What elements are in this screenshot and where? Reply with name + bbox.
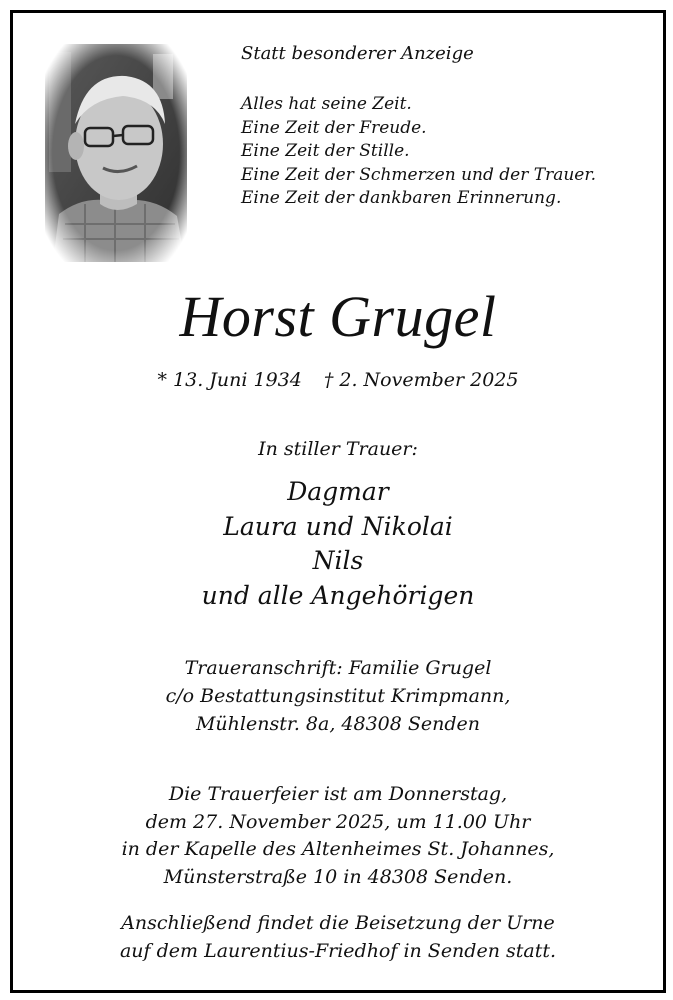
ceremony-line: dem 27. November 2025, um 11.00 Uhr [145,810,531,833]
poem-line: Eine Zeit der Freude. [241,117,427,138]
mourner: Laura und Nikolai [223,511,453,541]
life-dates [13,369,663,391]
address-line: c/o Bestattungsinstitut Krimpmann, [165,685,511,707]
header-text: Statt besonderer Anzeige [241,43,474,64]
mourners-list [13,475,663,613]
poem-line: Eine Zeit der dankbaren Erinnerung. [241,188,562,208]
intro-block [241,41,596,211]
burial-info [13,910,663,965]
address-line: Mühlenstr. 8a, 48308 Senden [195,713,481,735]
mourner: Nils [312,546,364,575]
poem [241,93,596,211]
ceremony-line: Münsterstraße 10 in 48308 Senden. [163,865,513,888]
obituary-frame [10,10,666,993]
poem-line: Eine Zeit der Schmerzen und der Trauer. [241,164,596,185]
poem-line: Alles hat seine Zeit. [241,94,412,114]
mourning-intro: In stiller Trauer: [258,438,418,460]
ceremony-line: in der Kapelle des Altenheimes St. Johannes, [121,838,555,860]
deceased-name: Horst Grugel [179,284,497,349]
ceremony-info [13,781,663,891]
mourner: Dagmar [287,477,389,506]
mourning-address [13,654,663,738]
burial-line: auf dem Laurentius-Friedhof in Senden statt. [119,939,557,962]
portrait-photo [45,44,187,262]
burial-line: Anschließend findet die Beisetzung der Urne [121,912,555,934]
address-line: Traueranschrift: Familie Grugel [184,657,492,679]
mourner: und alle Angehörigen [201,580,475,610]
death-date: † 2. November 2025 [323,369,519,391]
birth-date: * 13. Juni 1934 [157,369,302,391]
ceremony-line: Die Trauerfeier ist am Donnerstag, [168,783,508,805]
poem-line: Eine Zeit der Stille. [241,141,410,161]
